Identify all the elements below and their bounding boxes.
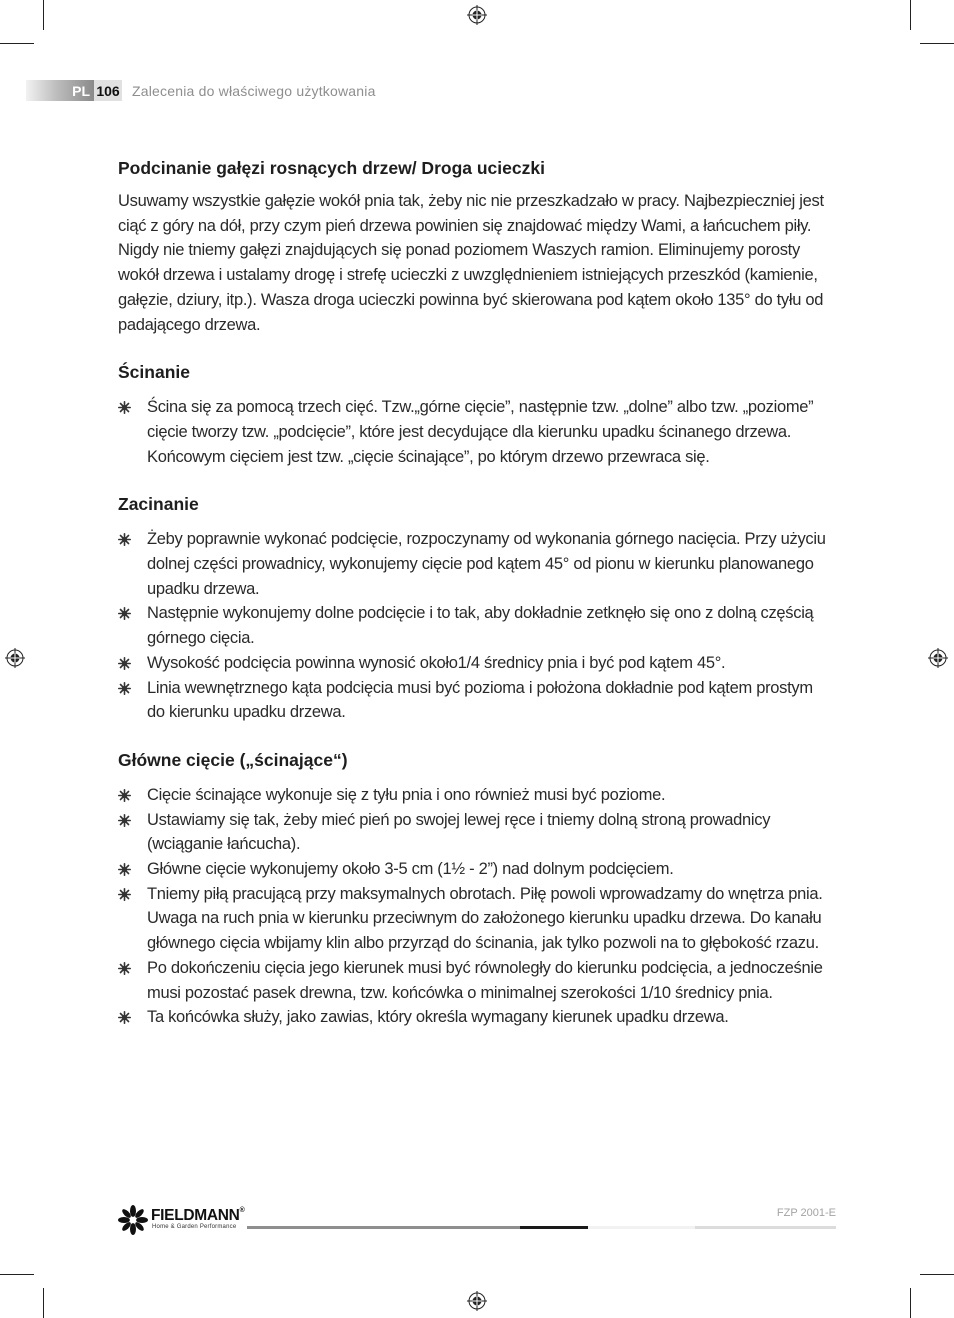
list-item-text: Cięcie ścinające wykonuje się z tyłu pnia i ono również musi być poziome. [147, 785, 666, 804]
list-item [118, 783, 834, 808]
trademark-symbol: ® [239, 1207, 245, 1214]
section-paragraph: Usuwamy wszystkie gałęzie wokół pnia tak, żeby nic nie przeszkadzało w pracy. Najbezpieczniej jest ciąć z góry na dół, przy czym pień drzewa powinien się znajdować między Wami, a łańcuchem piły. Nigdy nie tniemy gałęzi znajdujących się ponad poziomem Waszych ramion. Eliminujemy porosty wokół drzewa i ustalamy drogę i strefę ucieczki z uwzględnieniem istniejących przeszkód (kamienie, gałęzie, dziury, itp.). Wasza droga ucieczki powinna być skierowana pod kątem około 135° do tyłu od padającego drzewa. [118, 192, 824, 334]
brand-tagline: Home & Garden Performance [152, 1224, 237, 1230]
bullet-list [118, 783, 834, 1030]
list-item-text: Główne cięcie wykonujemy około 3-5 cm (1½ - 2”) nad dolnym podcięciem. [147, 860, 674, 879]
bullet-icon [118, 401, 131, 414]
header-title: Zalecenia do właściwego użytkowania [132, 82, 376, 99]
list-item [118, 857, 834, 882]
page-header [26, 80, 376, 101]
registration-mark-icon [928, 648, 948, 668]
list-item [118, 882, 834, 956]
section-heading: Główne cięcie („ścinające“) [118, 749, 348, 770]
bullet-icon [118, 789, 131, 802]
list-item-text: Żeby poprawnie wykonać podcięcie, rozpoczynamy od wykonania górnego nacięcia. Przy użyciu dolnej części prowadnicy, wykonujemy cięcie pod kątem 45° od pionu w kierunku planowanego upadku drzewa. [147, 530, 826, 598]
document-body [118, 155, 834, 1030]
list-item-text: Po dokończeniu cięcia jego kierunek musi być równoległy do kierunku podcięcia, a jednocześnie musi pozostać pasek drewna, tzw. końcówka o minimalnej szerokości 1/10 średnicy pnia. [147, 958, 823, 1002]
section-main-cut [118, 747, 834, 1030]
crop-mark [43, 1288, 44, 1318]
brand-name [151, 1207, 244, 1225]
list-item-text: Wysokość podcięcia powinna wynosić około1/4 średnicy pnia i być pod kątem 45°. [147, 653, 726, 672]
crop-mark [43, 0, 44, 30]
bullet-icon [118, 682, 131, 695]
list-item-text: Linia wewnętrznego kąta podcięcia musi być pozioma i położona dokładnie pod kątem prostym do kierunku upadku drzewa. [147, 678, 813, 722]
bullet-icon [118, 814, 131, 827]
list-item-text: Ta końcówka służy, jako zawias, który określa wymagany kierunek upadku drzewa. [147, 1008, 729, 1027]
list-item-text: Tniemy piłą pracującą przy maksymalnych obrotach. Piłę powoli wprowadzamy do wnętrza pnia. Uwaga na ruch pnia w kierunku przeciwnym do założonego kierunku upadku drzewa. Do kanału głównego cięcia wbijamy klin albo przyrząd do ścinania, jak tylko pozwoli na to głębokość rzazu. [147, 884, 823, 953]
bullet-icon [118, 863, 131, 876]
section-heading: Zacinanie [118, 494, 199, 515]
section-notching [118, 491, 834, 725]
list-item [118, 1005, 834, 1030]
bullet-icon [118, 888, 131, 901]
section-felling [118, 359, 834, 469]
page-number: 106 [94, 80, 122, 101]
list-item [118, 956, 834, 1005]
list-item [118, 395, 834, 469]
footer-rule-lightgray [695, 1226, 836, 1229]
crop-mark [0, 1274, 34, 1275]
crop-mark [0, 43, 34, 44]
footer-rule-light [588, 1226, 695, 1229]
list-item [118, 808, 834, 857]
brand-text: FIELDMANN [151, 1207, 240, 1224]
language-label: PL [26, 80, 94, 101]
bullet-icon [118, 962, 131, 975]
bullet-icon [118, 533, 131, 546]
list-item [118, 601, 834, 650]
model-number: FZP 2001-E [776, 1207, 836, 1219]
section-heading: Ścinanie [118, 362, 190, 383]
crop-mark [920, 43, 954, 44]
registration-mark-icon [5, 648, 25, 668]
bullet-icon [118, 607, 131, 620]
fieldmann-logo-icon [118, 1205, 148, 1235]
footer-rule-black [520, 1226, 588, 1229]
page-footer [118, 1200, 836, 1240]
list-item-text: Ustawiamy się tak, żeby mieć pień po swojej lewej ręce i tniemy dolną stroną prowadnicy (wciąganie łańcucha). [147, 810, 771, 854]
list-item [118, 676, 834, 725]
list-item-text: Ścina się za pomocą trzech cięć. Tzw.„górne cięcie”, następnie tzw. „dolne” albo tzw. „poziome” cięcie tworzy tzw. „podcięcie”, które jest decydujące dla kierunku upadku ścinanego drzewa. Końcowym cięciem jest tzw. „cięcie ścinające”, po którym drzewo przewraca się. [147, 398, 814, 466]
section-escape-route [118, 155, 834, 337]
crop-mark [910, 0, 911, 30]
list-item [118, 651, 834, 676]
section-heading: Podcinanie gałęzi rosnących drzew/ Droga ucieczki [118, 158, 545, 178]
bullet-list [118, 527, 834, 725]
bullet-icon [118, 657, 131, 670]
bullet-list [118, 395, 834, 469]
list-item [118, 527, 834, 601]
registration-mark-icon [467, 5, 487, 25]
registration-mark-icon [467, 1291, 487, 1311]
crop-mark [920, 1274, 954, 1275]
footer-rule-gray [247, 1226, 520, 1229]
list-item-text: Następnie wykonujemy dolne podcięcie i to tak, aby dokładnie zetknęło się ono z dolną częścią górnego cięcia. [147, 604, 814, 648]
crop-mark [910, 1288, 911, 1318]
bullet-icon [118, 1011, 131, 1024]
